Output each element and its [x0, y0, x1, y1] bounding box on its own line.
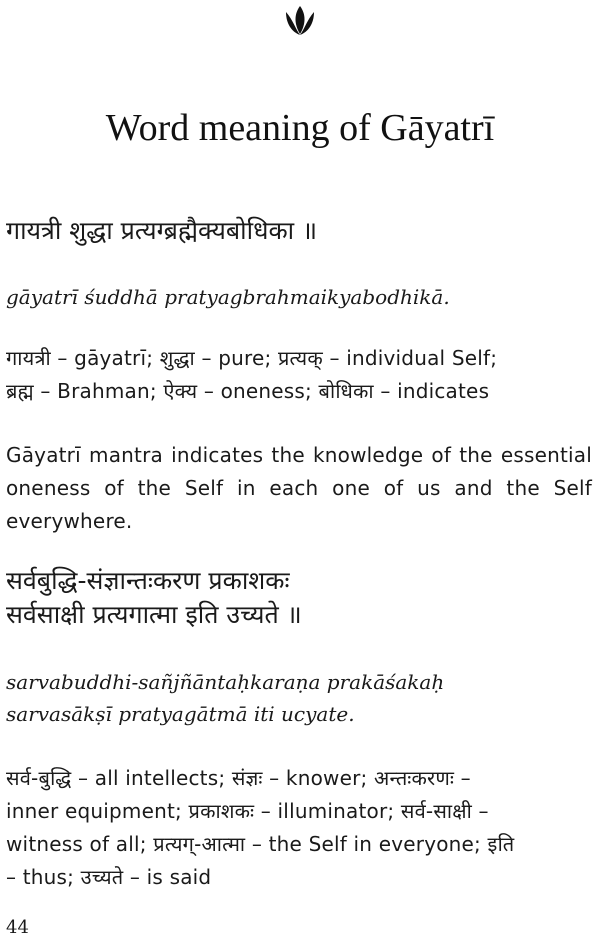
word-meaning-line: witness of all; प्रत्यग्-आत्मा – the Self in everyone; इति — [6, 832, 515, 856]
transliteration-line: sarvabuddhi-sañjñāntaḥkaraṇa prakāśakaḥ — [6, 670, 445, 694]
verse2-transliteration — [6, 666, 592, 730]
word-meaning-line: inner equipment; प्रकाशकः – illuminator; सर्व-साक्षी – — [6, 799, 489, 823]
page-number: 44 — [6, 917, 29, 938]
verse2-word-meanings — [6, 762, 592, 894]
sanskrit-line: सर्वबुद्धि-संज्ञान्तःकरण प्रकाशकः — [6, 566, 290, 595]
verse1-transliteration: gāyatrī śuddhā pratyagbrahmaikyabodhikā. — [6, 285, 450, 309]
word-meaning-line: – thus; उच्यते – is said — [6, 865, 212, 889]
transliteration-line: sarvasākṣī pratyagātmā iti ucyate. — [6, 702, 355, 726]
lotus-icon — [282, 4, 318, 38]
word-meaning-line: गायत्री – gāyatrī; शुद्धा – pure; प्रत्यक् – individual Self; — [6, 346, 498, 370]
page-title: Word meaning of Gāyatrī — [105, 107, 495, 149]
verse1-word-meanings — [6, 342, 592, 408]
verse1-sanskrit: गायत्री शुद्धा प्रत्यग्ब्रह्मैक्यबोधिका ॥ — [6, 216, 318, 245]
word-meaning-line: सर्व-बुद्धि – all intellects; संज्ञः – knower; अन्तःकरणः – — [6, 766, 471, 790]
verse2-sanskrit — [6, 564, 592, 632]
verse1-explanation: Gāyatrī mantra indicates the knowledge of the essential oneness of the Self in each one of us and the Self everywhere. — [6, 443, 592, 533]
sanskrit-line: सर्वसाक्षी प्रत्यगात्मा इति उच्यते ॥ — [6, 600, 302, 629]
word-meaning-line: ब्रह्म – Brahman; ऐक्य – oneness; बोधिका – indicates — [6, 379, 490, 403]
